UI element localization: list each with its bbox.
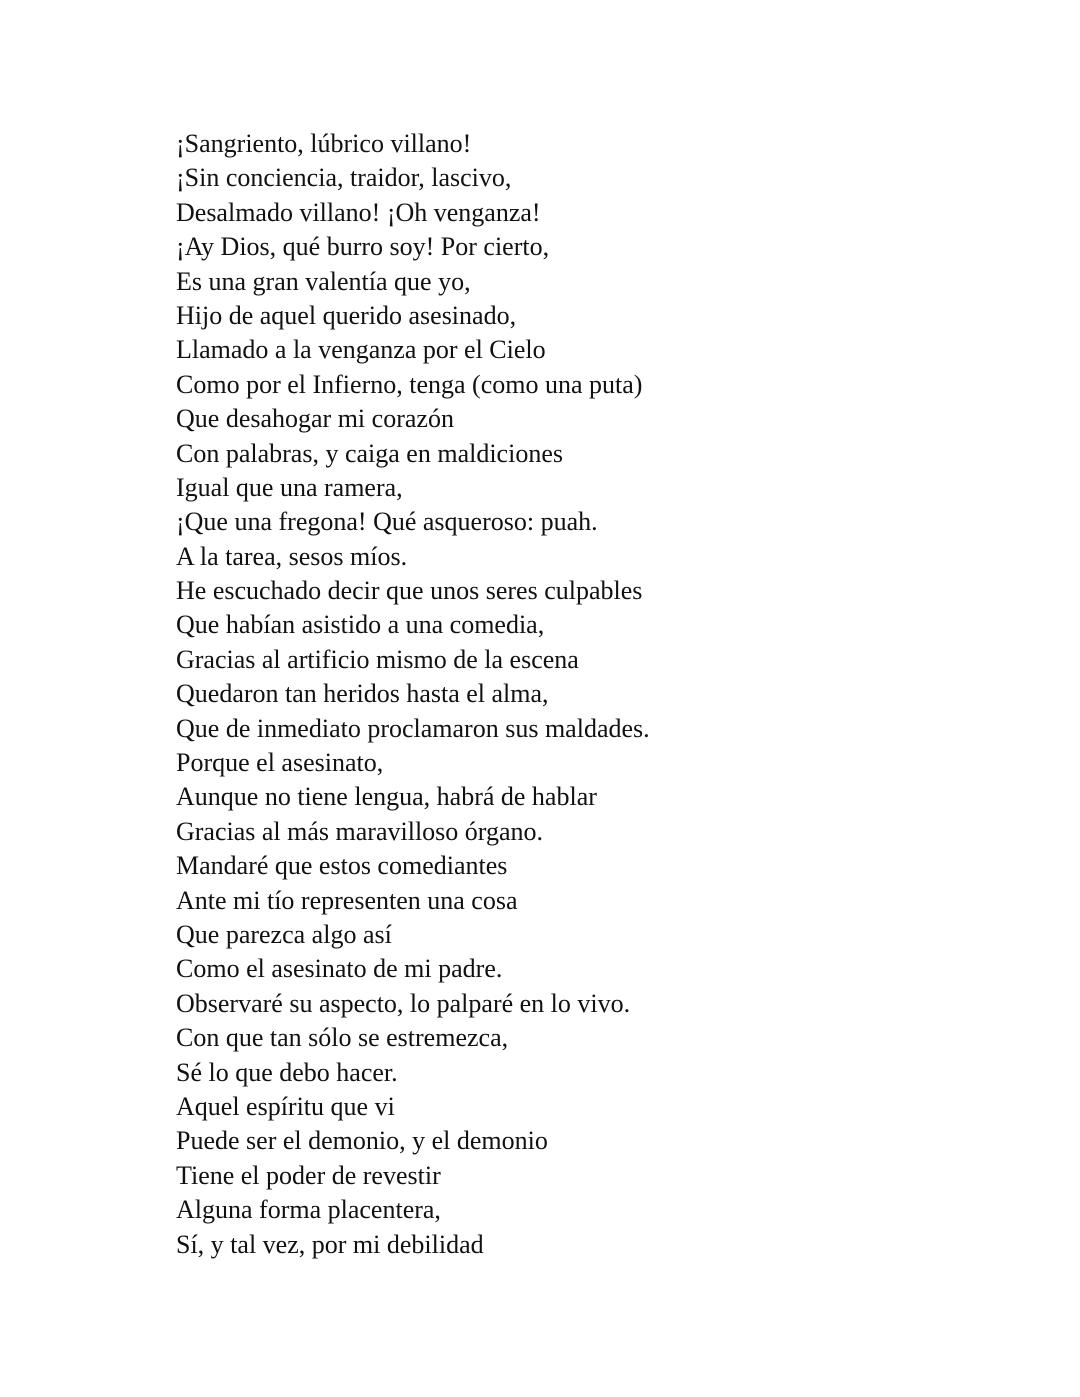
verse-line: Que habían asistido a una comedia, [176, 610, 545, 640]
verse-line: Con palabras, y caiga en maldiciones [176, 438, 563, 468]
verse-line: Puede ser el demonio, y el demonio [176, 1126, 548, 1156]
verse-text [176, 127, 650, 1262]
verse-line: Es una gran valentía que yo, [176, 266, 471, 296]
verse-line: Que parezca algo así [176, 919, 392, 949]
verse-line: Alguna forma placentera, [176, 1195, 441, 1225]
verse-line: Llamado a la venganza por el Cielo [176, 335, 546, 365]
verse-line: Aquel espíritu que vi [176, 1091, 395, 1121]
verse-line: Que desahogar mi corazón [176, 404, 454, 434]
verse-line: Como el asesinato de mi padre. [176, 954, 503, 984]
verse-line: Sé lo que debo hacer. [176, 1057, 398, 1087]
verse-line: Aunque no tiene lengua, habrá de hablar [176, 782, 597, 812]
verse-line: Desalmado villano! ¡Oh venganza! [176, 197, 541, 227]
verse-line: Gracias al artificio mismo de la escena [176, 644, 579, 674]
verse-line: Hijo de aquel querido asesinado, [176, 300, 517, 330]
verse-line: Gracias al más maravilloso órgano. [176, 816, 544, 846]
verse-line: Observaré su aspecto, lo palparé en lo vivo. [176, 988, 631, 1018]
verse-line: ¡Sin conciencia, traidor, lascivo, [176, 163, 512, 193]
verse-line: A la tarea, sesos míos. [176, 541, 408, 571]
verse-line: Como por el Infierno, tenga (como una puta) [176, 369, 643, 399]
verse-line: Que de inmediato proclamaron sus maldades. [176, 713, 650, 743]
verse-line: Sí, y tal vez, por mi debilidad [176, 1229, 484, 1259]
verse-line: He escuchado decir que unos seres culpables [176, 576, 643, 606]
verse-line: ¡Que una fregona! Qué asqueroso: puah. [176, 507, 598, 537]
verse-line: Igual que una ramera, [176, 472, 403, 502]
verse-line: ¡Sangriento, lúbrico villano! [176, 129, 472, 158]
verse-line: ¡Ay Dios, qué burro soy! Por cierto, [176, 232, 550, 262]
verse-line: Ante mi tío representen una cosa [176, 885, 518, 915]
verse-line: Porque el asesinato, [176, 748, 384, 778]
verse-line: Con que tan sólo se estremezca, [176, 1023, 509, 1053]
verse-line: Mandaré que estos comediantes [176, 851, 508, 881]
verse-line: Quedaron tan heridos hasta el alma, [176, 679, 549, 709]
verse-line: Tiene el poder de revestir [176, 1160, 441, 1190]
